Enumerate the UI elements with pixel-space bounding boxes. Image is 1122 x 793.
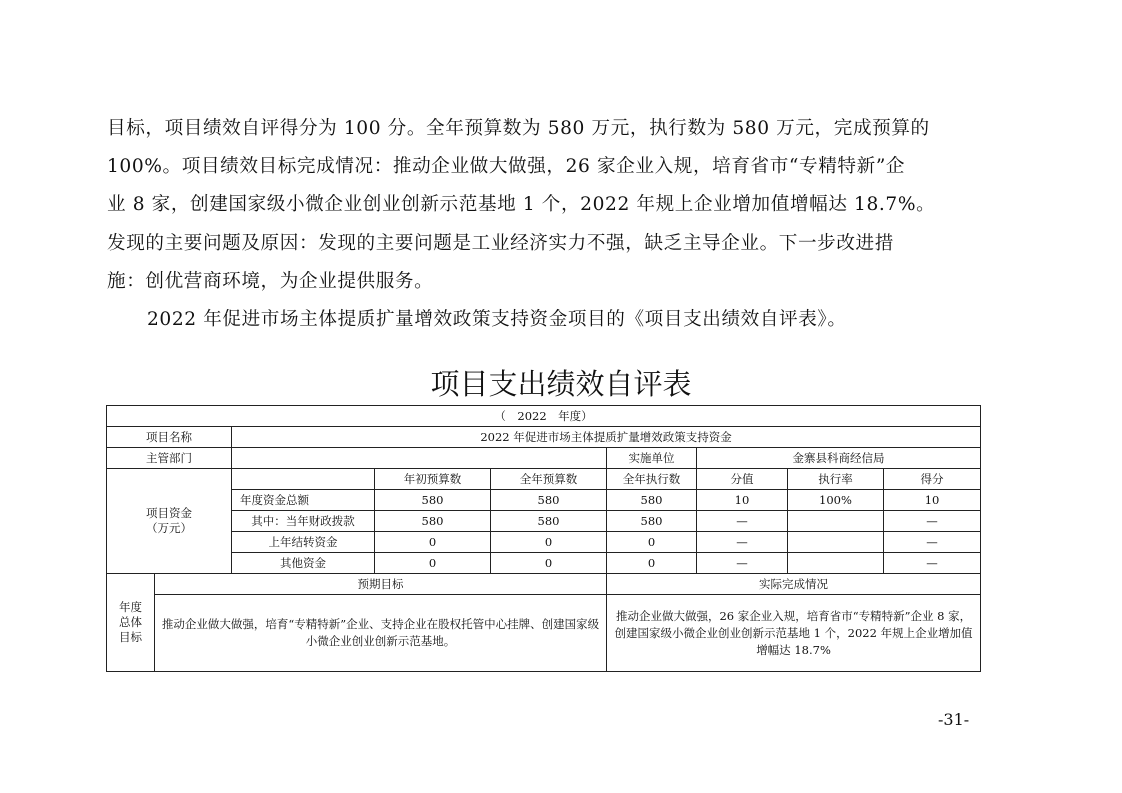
fund-cell: 0 bbox=[375, 553, 491, 574]
fund-cell bbox=[788, 532, 884, 553]
header-cell: 执行率 bbox=[788, 469, 884, 490]
body-line: 发现的主要问题及原因：发现的主要问题是工业经济实力不强，缺乏主导企业。下一步改进措 bbox=[107, 232, 894, 254]
impl-label: 实施单位 bbox=[607, 448, 697, 469]
body-line: 施：创优营商环境，为企业提供服务。 bbox=[107, 270, 434, 292]
table-row bbox=[107, 490, 981, 511]
performance-table bbox=[106, 405, 981, 672]
table-row bbox=[107, 532, 981, 553]
actual-header: 实际完成情况 bbox=[607, 574, 981, 595]
project-name-value: 2022 年促进市场主体提质扩量增效政策支持资金 bbox=[232, 427, 981, 448]
fund-cell: 580 bbox=[375, 511, 491, 532]
table-row bbox=[107, 553, 981, 574]
fund-cell: 0 bbox=[607, 553, 697, 574]
fund-cell: — bbox=[884, 511, 981, 532]
fund-cell: 580 bbox=[375, 490, 491, 511]
fund-cell: 580 bbox=[607, 511, 697, 532]
table-title: 项目支出绩效自评表 bbox=[430, 367, 692, 401]
header-cell: 分值 bbox=[697, 469, 788, 490]
expected-header: 预期目标 bbox=[155, 574, 607, 595]
dept-label: 主管部门 bbox=[107, 448, 232, 469]
project-name-label: 项目名称 bbox=[107, 427, 232, 448]
impl-value: 金寨县科商经信局 bbox=[697, 448, 981, 469]
fund-cell: 580 bbox=[491, 490, 607, 511]
fund-cell: 0 bbox=[491, 553, 607, 574]
dept-value bbox=[232, 448, 607, 469]
fund-cell: — bbox=[884, 553, 981, 574]
actual-text: 推动企业做大做强，26 家企业入规，培育省市“专精特新”企业 8 家，创建国家级小微企业创业创新示范基地 1 个，2022 年规上企业增加值增幅达 18.7% bbox=[607, 595, 981, 672]
header-cell: 全年预算数 bbox=[491, 469, 607, 490]
fund-cell: 0 bbox=[491, 532, 607, 553]
header-blank bbox=[232, 469, 375, 490]
fund-cell: — bbox=[884, 532, 981, 553]
fund-cell: 0 bbox=[607, 532, 697, 553]
year-row: （ 2022 年度） bbox=[107, 406, 981, 427]
header-cell: 全年执行数 bbox=[607, 469, 697, 490]
fund-row-label: 其他资金 bbox=[232, 553, 375, 574]
body-line: 目标，项目绩效自评得分为 100 分。全年预算数为 580 万元，执行数为 580 万元，完成预算的 bbox=[107, 118, 930, 139]
goal-label: 年度 总体 目标 bbox=[107, 574, 155, 672]
body-line: 业 8 家，创建国家级小微企业创业创新示范基地 1 个，2022 年规上企业增加值增幅达 18.7%。 bbox=[107, 194, 936, 216]
expected-text: 推动企业做大做强，培育“专精特新”企业、支持企业在股权托管中心挂牌、创建国家级小微企业创业创新示范基地。 bbox=[155, 595, 607, 672]
header-cell: 年初预算数 bbox=[375, 469, 491, 490]
body-line-indent: 2022 年促进市场主体提质扩量增效政策支持资金项目的《项目支出绩效自评表》。 bbox=[147, 309, 847, 331]
fund-cell: 580 bbox=[607, 490, 697, 511]
fund-row-label: 年度资金总额 bbox=[232, 490, 375, 511]
fund-cell: 10 bbox=[697, 490, 788, 511]
table-row bbox=[107, 511, 981, 532]
fund-cell: — bbox=[697, 532, 788, 553]
header-cell: 得分 bbox=[884, 469, 981, 490]
fund-row-label: 其中：当年财政拨款 bbox=[232, 511, 375, 532]
fund-cell bbox=[788, 553, 884, 574]
funds-label: 项目资金 （万元） bbox=[107, 469, 232, 574]
fund-cell bbox=[788, 511, 884, 532]
fund-cell: 0 bbox=[375, 532, 491, 553]
fund-cell: — bbox=[697, 511, 788, 532]
body-line: 100%。项目绩效目标完成情况：推动企业做大做强，26 家企业入规，培育省市“专精特新”企 bbox=[107, 156, 906, 178]
fund-cell: 580 bbox=[491, 511, 607, 532]
fund-cell: 10 bbox=[884, 490, 981, 511]
fund-row-label: 上年结转资金 bbox=[232, 532, 375, 553]
body-text bbox=[107, 110, 979, 339]
fund-cell: — bbox=[697, 553, 788, 574]
fund-cell: 100% bbox=[788, 490, 884, 511]
page-number: -31- bbox=[938, 710, 970, 729]
